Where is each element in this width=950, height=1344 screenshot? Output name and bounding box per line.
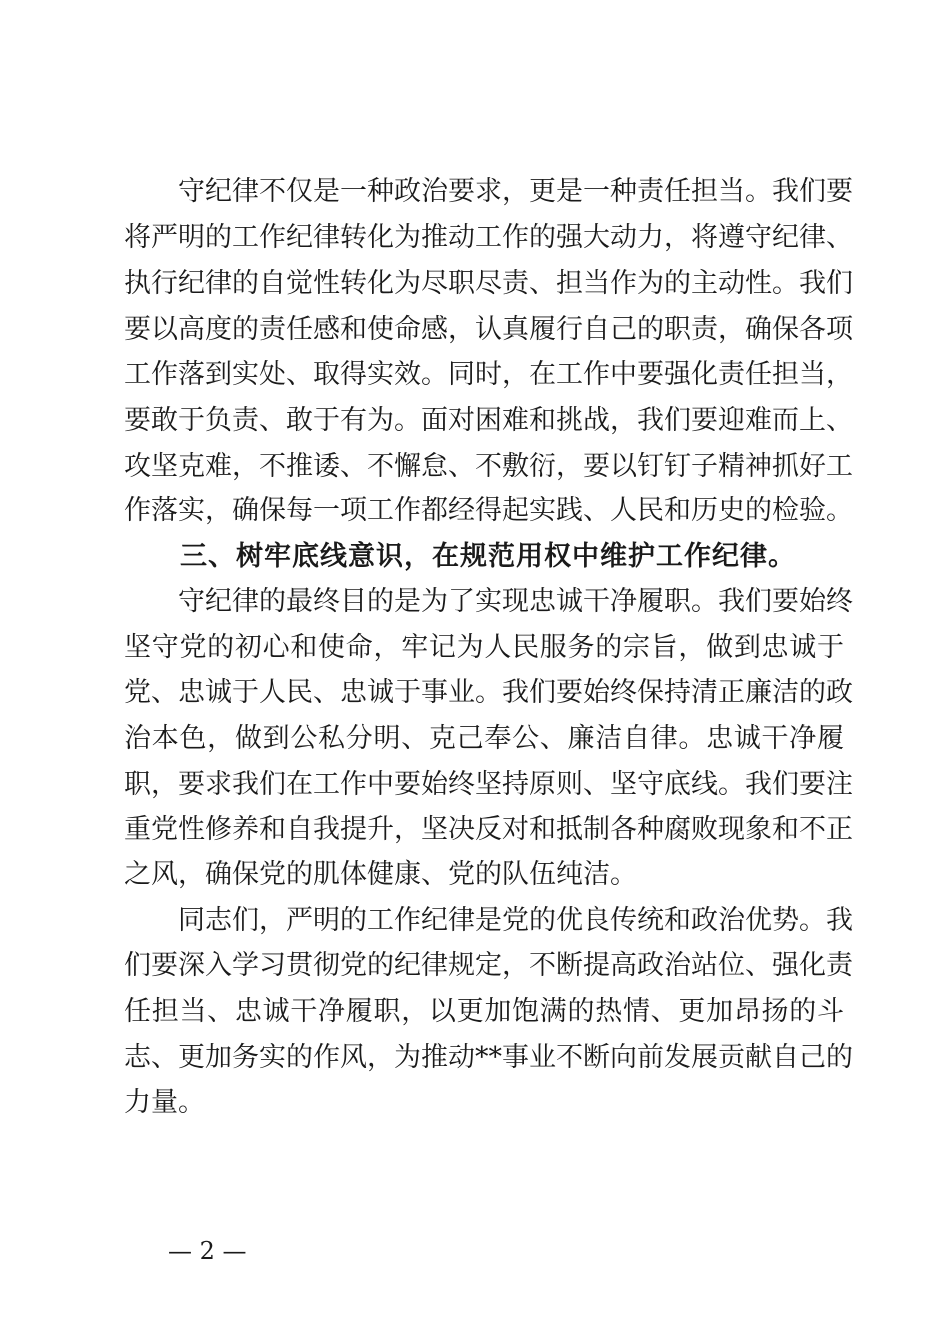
text-line: 之风，确保党的肌体健康、党的队伍纯洁。 <box>124 859 637 890</box>
text-line: 坚守党的初心和使命，牢记为人民服务的宗旨，做到忠诚于 <box>124 632 844 663</box>
text-line: 要敢于负责、敢于有为。面对困难和挑战，我们要迎难而上、 <box>124 405 853 436</box>
text-line: 治本色，做到公私分明、克己奉公、廉洁自律。忠诚干净履 <box>124 723 844 754</box>
text-line: 要以高度的责任感和使命感，认真履行自己的职责，确保各项 <box>124 314 853 345</box>
text-line: 志、更加务实的作风，为推动**事业不断向前发展贡献自己的 <box>124 1042 853 1073</box>
text-line: 们要深入学习贯彻党的纪律规定，不断提高政治站位、强化责 <box>124 950 853 981</box>
text-line: 任担当、忠诚干净履职，以更加饱满的热情、更加昂扬的斗 <box>124 996 844 1027</box>
text-line: 同志们，严明的工作纪律是党的优良传统和政治优势。我 <box>124 905 853 936</box>
text-line: 重党性修养和自我提升，坚决反对和抵制各种腐败现象和不正 <box>124 814 853 845</box>
text-line: 守纪律不仅是一种政治要求，更是一种责任担当。我们要 <box>124 176 853 207</box>
text-line: 将严明的工作纪律转化为推动工作的强大动力，将遵守纪律、 <box>124 222 853 253</box>
text-line: 守纪律的最终目的是为了实现忠诚干净履职。我们要始终 <box>124 586 853 617</box>
text-line: 作落实，确保每一项工作都经得起实践、人民和历史的检验。 <box>124 495 853 526</box>
text-line: 工作落到实处、取得实效。同时，在工作中要强化责任担当， <box>124 359 853 390</box>
text-line: 力量。 <box>124 1087 205 1118</box>
text-line: 执行纪律的自觉性转化为尽职尽责、担当作为的主动性。我们 <box>124 268 853 299</box>
section-heading: 三、树牢底线意识，在规范用权中维护工作纪律。 <box>124 541 796 572</box>
text-line: 攻坚克难，不推诿、不懈怠、不敷衍，要以钉钉子精神抓好工 <box>124 451 853 482</box>
page-number: — 2 — <box>168 1237 247 1265</box>
text-line: 职，要求我们在工作中要始终坚持原则、坚守底线。我们要注 <box>124 769 853 800</box>
text-line: 党、忠诚于人民、忠诚于事业。我们要始终保持清正廉洁的政 <box>124 677 853 708</box>
